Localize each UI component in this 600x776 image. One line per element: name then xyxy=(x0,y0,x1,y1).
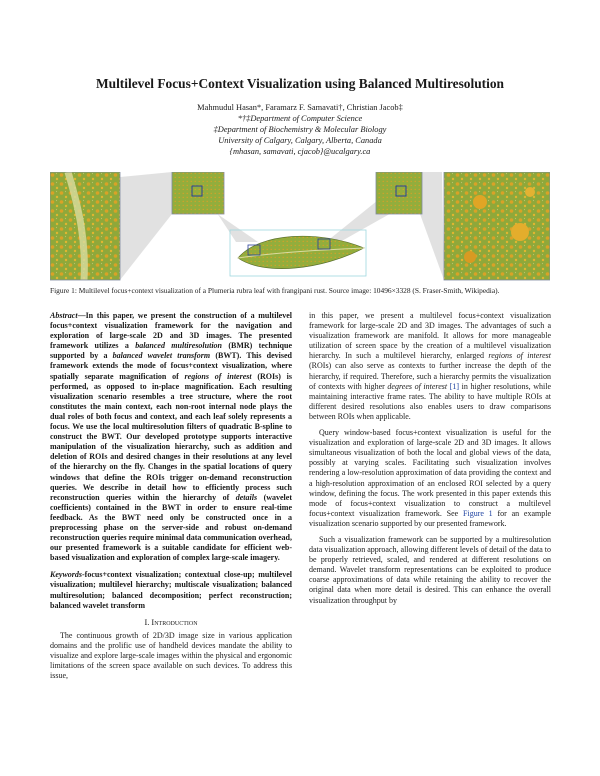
abstract-label: Abstract xyxy=(50,311,78,320)
abstract: Abstract—In this paper, we present the construction of a multilevel focus+context visualization framework for the navigation and exploration of large-scale 2D and 3D images. The presented framework utilizes a balanced multiresolution (BMR) technique supported by a balanced wavelet transform (BWT). This devised framework extends the mode of focus+context visualization, where spatially separate magnification of regions of interest (ROIs) is performed, as opposed to in-place magnification. Each resulting visualization scenario resembles a tree structure, where the root constitutes the main context, each non-root internal node plays the dual roles of both focus and context, and each leaf solely represents a focus. We use the local multiresolution filters of quadratic B-spline to construct the BWT. Our developed prototype supports interactive manipulation of the visualization hierarchy, such as addition and deletion of ROIs and desired changes in their resolutions at any level of the hierarchy on the fly. Changes in the spatial locations of query windows that define the ROIs trigger on-demand reconstruction queries. We describe in detail how to efficiently process such reconstruction queries within the hierarchy of details (wavelet coefficients) contained in the BWT in order to ensure real-time feedback. As the BWT need only be constructed once in a preprocessing phase on the server-side and robust on-demand reconstruction queries require minimal data communication overhead, our presented framework is a suitable candidate for efficient web-based visualization and exploration of complex large-scale imagery. xyxy=(50,311,292,563)
figure-caption: Figure 1: Multilevel focus+context visualization of a Plumeria rubra leaf with frangipani rust. Source image: 10496×3328 (S. Fraser-Smith, Wikipedia). xyxy=(50,286,500,295)
focus-view-right-small xyxy=(376,172,422,214)
keywords: Keywords-focus+context visualization; contextual close-up; multilevel visualization; multilevel hierarchy; multiscale visualization; balanced multiresolution; balanced decomposition; perfect reconstruction; balanced wavelet transform xyxy=(50,570,292,610)
focus-view-left-small xyxy=(172,172,224,214)
paper-title: Multilevel Focus+Context Visualization using Balanced Multiresolution xyxy=(95,76,504,91)
figure-leaf-visualization xyxy=(50,172,550,282)
affiliation-biochem: ‡Department of Biochemistry & Molecular Biology xyxy=(213,125,387,134)
affiliation-university: University of Calgary, Calgary, Alberta, Canada xyxy=(218,136,382,145)
author-list: Mahmudul Hasan*, Faramarz F. Samavati†, Christian Jacob‡ xyxy=(197,103,403,112)
right-column xyxy=(309,311,551,606)
left-column xyxy=(50,311,292,681)
affiliation-cs: *†‡Department of Computer Science xyxy=(237,114,363,123)
leaf-context-view xyxy=(238,236,364,268)
keywords-label: Keywords xyxy=(50,570,82,580)
right-paragraph-2: Query window-based focus+context visualization is useful for the visualization and exploration of large-scale 2D and 3D images. It allows simultaneous visualization of both the local and global views of the data, possibly at varying scales. Facilitating such visualization involves rendering a low-resolution approximation of data providing the context and a high-resolution approximation of an enclosed ROI selected by a query window, defining the focus. The work presented in this paper extends this mode of focus+context visualization to construct a multilevel focus+context visualization framework. See Figure 1 for an example visualization scenario supported by our presented framework. xyxy=(309,428,551,528)
right-paragraph-1: in this paper, we present a multilevel focus+context visualization framework for large-scale 2D and 3D images. The advantages of such a visualization framework are manifold. It allows for more manageable utilization of screen space by the creation of a multilevel visualization hierarchy. In such a multilevel hierarchy, enlarged regions of interest (ROIs) can also serve as contexts to further increase the depth of the hierarchy, if required. Therefore, such a hierarchy permits the visualization of contexts with higher degrees of interest [1] in higher resolutions, while maintaining interactive frame rates. The ability to have multiple ROIs at different desired resolutions also enables users to draw comparisons between ROIs when applicable. xyxy=(309,311,552,421)
section-heading-introduction: I. Introduction xyxy=(144,617,198,627)
figure-1-link[interactable]: Figure 1 xyxy=(463,508,493,518)
connector-right-outer xyxy=(420,172,444,280)
citation-link-1[interactable]: [1] xyxy=(449,381,460,391)
right-paragraph-3: Such a visualization framework can be supported by a multiresolution data visualization approach, allowing different levels of detail of the data to be properly retrieved, scaled, and rendered at different resolutions on demand. Wavelet transform representations can be exploited to produce coarse approximations of data while retaining the ability to recover the original data when more detail is desired. This can enhance the overall visualization throughput by xyxy=(309,534,551,605)
author-emails: {mhasan, samavati, cjacob}@ucalgary.ca xyxy=(229,147,371,156)
intro-paragraph-1: The continuous growth of 2D/3D image size in various application domains and the prolific use of handheld devices mandate the ability to visualize and explore large-scale images within the physical and ergonomic limitations of the screen space available on such devices. To address this issue, xyxy=(50,630,292,681)
focus-view-right-large xyxy=(444,172,550,280)
connector-left-outer xyxy=(120,172,172,280)
